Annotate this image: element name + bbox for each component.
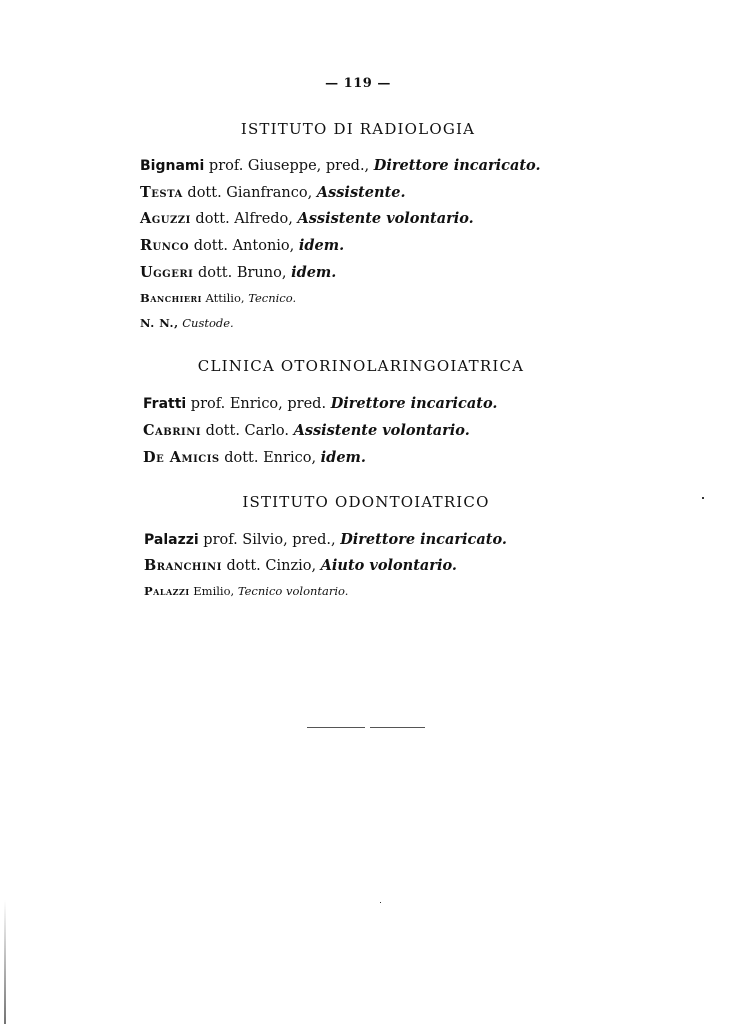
person-name: Uggeri: [140, 264, 194, 281]
person-details: dott. Antonio,: [189, 238, 299, 254]
person-name: Runco: [140, 237, 190, 254]
list-item: [140, 157, 541, 174]
list-item: [144, 584, 348, 598]
person-details: dott. Cinzio,: [221, 558, 321, 574]
list-item: [140, 264, 336, 281]
person-role: idem.: [298, 237, 345, 254]
person-role: Direttore incaricato.: [330, 395, 498, 412]
person-details: dott. Alfredo,: [190, 211, 298, 227]
person-details: dott. Gianfranco,: [182, 185, 317, 201]
list-item: [140, 184, 406, 201]
person-name: Banchieri: [140, 291, 202, 305]
list-item: [144, 557, 457, 574]
person-role: Tecnico.: [248, 291, 297, 305]
person-role: idem.: [320, 449, 366, 466]
person-name: Cabrini: [143, 422, 202, 439]
list-item: [144, 531, 507, 548]
person-role: Direttore incaricato.: [373, 157, 541, 174]
print-speck: [702, 497, 704, 499]
person-role: idem.: [291, 264, 337, 281]
person-role: Direttore incaricato.: [340, 531, 507, 548]
person-name: N. N.,: [140, 316, 179, 330]
section-title-otorinolaringoiatrica: CLINICA OTORINOLARINGOIATRICA: [197, 357, 525, 375]
list-item: [140, 316, 234, 330]
list-item: [140, 291, 296, 305]
person-details: Attilio,: [201, 291, 249, 305]
person-role: Assistente volontario.: [297, 210, 474, 227]
section-title-radiologia: ISTITUTO DI RADIOLOGIA: [240, 120, 476, 138]
closing-rule-left: [307, 727, 365, 728]
closing-rule-right: [370, 727, 425, 728]
section-title-odontoiatrico: ISTITUTO ODONTOIATRICO: [242, 493, 490, 511]
person-name: Bignami: [140, 158, 205, 174]
person-role: Custode.: [182, 316, 234, 330]
person-name: Palazzi: [144, 584, 190, 598]
person-details: dott. Carlo.: [201, 423, 294, 439]
person-name: Branchini: [144, 557, 222, 574]
print-speck: [380, 902, 381, 903]
person-name: Palazzi: [144, 532, 199, 548]
list-item: [140, 210, 474, 227]
person-role: Assistente.: [316, 184, 406, 201]
person-name: De Amicis: [143, 449, 220, 466]
list-item: [140, 237, 344, 254]
person-name: Testa: [140, 184, 183, 201]
person-role: Aiuto volontario.: [320, 557, 457, 574]
person-role: Tecnico volontario.: [237, 584, 349, 598]
person-name: Fratti: [143, 396, 187, 412]
person-details: dott. Bruno,: [193, 265, 292, 281]
list-item: [143, 449, 366, 466]
person-name: Aguzzi: [140, 210, 191, 227]
list-item: [143, 422, 470, 439]
list-item: [143, 395, 497, 412]
page-edge-shadow: [4, 900, 6, 1024]
person-details: prof. Silvio, pred.,: [198, 532, 341, 548]
person-role: Assistente volontario.: [293, 422, 470, 439]
person-details: prof. Giuseppe, pred.,: [204, 158, 374, 174]
person-details: dott. Enrico,: [219, 450, 321, 466]
person-details: Emilio,: [189, 584, 238, 598]
page-number: — 119 —: [325, 76, 391, 91]
person-details: prof. Enrico, pred.: [186, 396, 331, 412]
